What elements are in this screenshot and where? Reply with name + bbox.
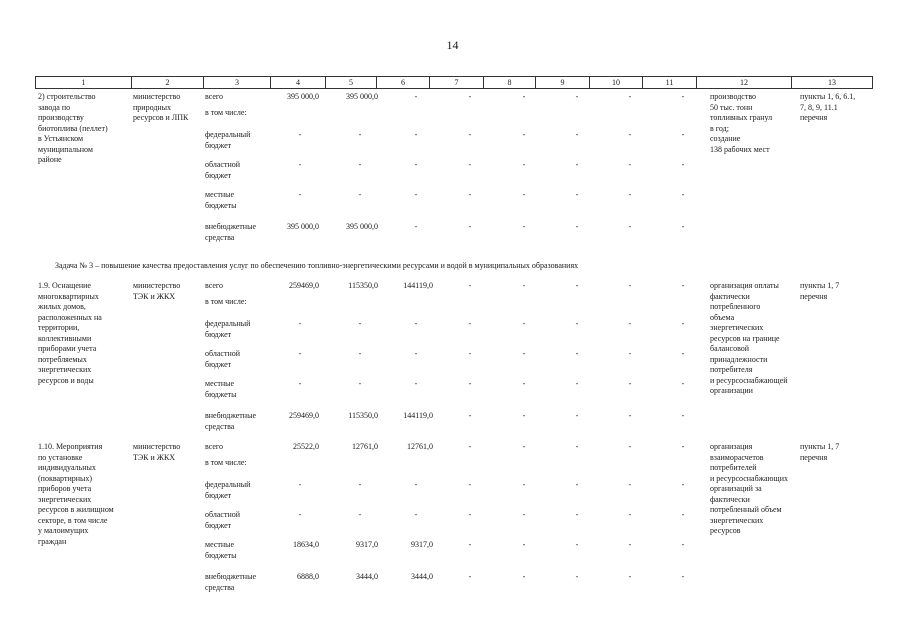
measure-name-line: многоквартирных [38,291,99,301]
amount-cell: - [522,92,526,101]
amount-cell: 144119,0 [403,411,433,420]
measure-name-line: 2) строительство [38,92,96,101]
amount-cell: 12761,0 [407,442,433,451]
result-line: потребителей [710,463,757,472]
funding-source-label: внебюджетные [205,222,256,231]
funding-source-label: бюджет [205,170,232,180]
amount-cell: - [414,130,418,139]
amount-cell: - [298,379,302,388]
amount-cell: - [575,222,579,231]
measure-name-line: биотоплива (пеллет) [38,123,108,133]
result-line: организации [710,386,753,395]
amount-cell: - [358,190,362,199]
column-header-7: 7 [429,76,483,89]
funding-source-label: бюджет [205,520,232,530]
amount-cell: - [522,349,526,358]
amount-cell: 395 000,0 [346,92,378,101]
reference-line: пункты 1, 7 [800,281,840,290]
measure-name-line: территории, [38,323,80,332]
amount-cell: - [522,379,526,388]
funding-source-label: федеральный [205,480,251,489]
funding-source-label: областной [205,160,241,169]
column-header-9: 9 [535,76,589,89]
executor-line: ТЭК и ЖКХ [133,291,176,301]
amount-cell: - [468,190,472,199]
measure-name-line: энергетических [38,365,92,374]
amount-cell: - [628,510,632,519]
measure-name-line: муниципальном [38,144,93,154]
reference-line: 7, 8, 9, 11.1 [800,102,838,112]
amount-cell: - [468,349,472,358]
result-line: создание [710,134,741,143]
amount-cell: 395 000,0 [287,222,319,231]
result-line: 50 тыс. тонн [710,102,753,112]
amount-cell: - [522,510,526,519]
amount-cell: 3444,0 [411,572,433,581]
amount-cell: - [681,349,685,358]
measure-name-line: ресурсов и воды [38,375,94,385]
result-line: ресурсов [710,526,741,535]
amount-cell: 144119,0 [403,281,433,290]
amount-cell: - [522,222,526,231]
amount-cell: 12761,0 [352,442,378,451]
measure-name-line: завода по [38,102,71,112]
amount-cell: - [522,130,526,139]
amount-cell: 9317,0 [411,540,433,549]
column-header-1: 1 [35,76,131,89]
amount-cell: - [414,160,418,169]
amount-cell: - [298,349,302,358]
amount-cell: - [575,190,579,199]
amount-cell: 18634,0 [293,540,319,549]
amount-cell: - [358,349,362,358]
result-line: фактически [710,494,750,504]
amount-cell: - [681,379,685,388]
result-line: балансовой [710,344,750,353]
funding-source-label: федеральный [205,319,251,328]
executor-line: министерство [133,442,181,451]
funding-source-label: в том числе: [205,108,247,117]
reference-line: пункты 1, 7 [800,442,840,451]
amount-cell: - [628,130,632,139]
reference-line: перечня [800,113,828,122]
result-line: 138 рабочих мест [710,144,770,154]
amount-cell: 115350,0 [348,281,378,290]
measure-name-line: производству [38,113,84,122]
amount-cell: - [628,540,632,549]
amount-cell: - [298,190,302,199]
amount-cell: - [414,222,418,231]
amount-cell: - [575,349,579,358]
amount-cell: - [575,92,579,101]
amount-cell: - [358,130,362,139]
amount-cell: - [414,480,418,489]
amount-cell: 6888,0 [297,572,319,581]
amount-cell: - [298,319,302,328]
executor-line: министерство [133,92,181,101]
amount-cell: - [468,222,472,231]
reference-line: перечня [800,452,828,462]
amount-cell: - [575,160,579,169]
amount-cell: - [522,480,526,489]
column-header-8: 8 [483,76,535,89]
amount-cell: - [628,480,632,489]
funding-source-label: всего [205,92,224,101]
result-line: и ресурсоснабжающих [710,473,788,483]
measure-name-line: (поквартирных) [38,473,93,483]
funding-source-label: федеральный [205,130,251,139]
amount-cell: - [575,319,579,328]
amount-cell: - [575,442,579,451]
measure-name-line: 1.10. Мероприятия [38,442,103,451]
funding-source-label: бюджеты [205,200,237,210]
funding-source-label: бюджеты [205,550,237,560]
amount-cell: - [468,480,472,489]
page-number: 14 [446,38,459,52]
result-line: объема [710,312,735,322]
measure-name-line: у малоимущих [38,526,89,535]
amount-cell: 259469,0 [289,411,319,420]
funding-source-label: внебюджетные [205,572,256,581]
amount-cell: - [681,411,685,420]
measure-name-line: приборами учета [38,344,97,353]
funding-source-label: бюджет [205,329,232,339]
amount-cell: - [298,510,302,519]
measure-name-line: секторе, в том числе [38,515,108,525]
amount-cell: - [298,160,302,169]
funding-source-label: всего [205,442,224,451]
column-header-10: 10 [589,76,642,89]
result-line: принадлежности [710,354,768,364]
amount-cell: - [298,480,302,489]
amount-cell: - [628,379,632,388]
amount-cell: - [522,540,526,549]
amount-cell: - [522,411,526,420]
measure-name-line: ресурсов в жилищном [38,505,114,514]
column-header-3: 3 [203,76,270,89]
funding-source-label: средства [205,232,235,242]
result-line: взаиморасчетов [710,452,764,462]
amount-cell: - [468,160,472,169]
measure-name-line: приборов учета [38,484,92,493]
amount-cell: - [414,379,418,388]
amount-cell: - [522,572,526,581]
amount-cell: - [681,130,685,139]
amount-cell: - [468,510,472,519]
amount-cell: - [681,510,685,519]
column-header-2: 2 [131,76,203,89]
task-title: Задача № 3 – повышение качества предоставления услуг по обеспечению топливно-энергетическими ресурсами и водой в муниципальных образованиях [55,261,579,270]
amount-cell: - [358,379,362,388]
amount-cell: - [468,281,472,290]
funding-source-label: бюджет [205,359,232,369]
funding-source-label: внебюджетные [205,411,256,420]
amount-cell: - [628,92,632,101]
amount-cell: - [522,190,526,199]
amount-cell: - [575,480,579,489]
measure-name-line: индивидуальных [38,463,96,472]
amount-cell: - [468,379,472,388]
funding-source-label: всего [205,281,224,290]
column-header-5: 5 [325,76,376,89]
amount-cell: - [628,572,632,581]
measure-name-line: граждан [38,536,67,546]
amount-cell: - [575,379,579,388]
measure-name-line: энергетических [38,494,92,504]
result-line: производство [710,92,757,101]
funding-source-label: средства [205,582,235,592]
amount-cell: - [681,160,685,169]
result-line: потребленный объем [710,505,782,514]
amount-cell: - [358,480,362,489]
amount-cell: - [414,92,418,101]
result-line: организация оплаты [710,281,779,290]
funding-source-label: местные [205,540,235,549]
amount-cell: - [468,442,472,451]
column-header-row [35,76,873,89]
column-header-11: 11 [642,76,696,89]
amount-cell: - [522,281,526,290]
amount-cell: - [681,92,685,101]
amount-cell: - [575,281,579,290]
column-header-12: 12 [696,76,791,89]
amount-cell: 395 000,0 [346,222,378,231]
amount-cell: - [681,281,685,290]
amount-cell: - [522,442,526,451]
reference-line: пункты 1, 6, 6.1, [800,92,856,101]
measure-name-line: в Устьянском [38,134,84,143]
measure-name-line: районе [38,155,62,164]
column-header-4: 4 [270,76,325,89]
measure-name-line: расположенных на [38,312,102,322]
amount-cell: - [681,190,685,199]
amount-cell: - [575,572,579,581]
amount-cell: - [575,540,579,549]
amount-cell: - [468,319,472,328]
amount-cell: 25522,0 [293,442,319,451]
amount-cell: - [468,411,472,420]
amount-cell: - [681,319,685,328]
amount-cell: - [414,319,418,328]
measure-name-line: жилых домов, [38,302,86,311]
amount-cell: - [628,349,632,358]
result-line: топливных гранул [710,113,773,122]
amount-cell: - [575,510,579,519]
amount-cell: - [358,319,362,328]
funding-source-label: средства [205,421,235,431]
funding-source-label: местные [205,190,235,199]
executor-line: министерство [133,281,181,290]
result-line: организаций за [710,484,762,493]
amount-cell: - [628,160,632,169]
amount-cell: - [414,190,418,199]
funding-source-label: в том числе: [205,297,247,306]
amount-cell: - [681,540,685,549]
amount-cell: - [681,480,685,489]
amount-cell: - [628,442,632,451]
column-header-13: 13 [791,76,873,89]
amount-cell: 9317,0 [356,540,378,549]
measure-name-line: по установке [38,452,83,462]
amount-cell: - [468,130,472,139]
amount-cell: - [681,572,685,581]
funding-source-label: областной [205,349,241,358]
result-line: энергетических [710,323,764,332]
amount-cell: - [628,319,632,328]
amount-cell: - [628,190,632,199]
amount-cell: - [414,510,418,519]
funding-source-label: местные [205,379,235,388]
amount-cell: 259469,0 [289,281,319,290]
amount-cell: - [414,349,418,358]
amount-cell: 395 000,0 [287,92,319,101]
amount-cell: - [522,319,526,328]
result-line: энергетических [710,515,764,525]
result-line: и ресурсоснабжающей [710,375,788,385]
amount-cell: - [468,572,472,581]
funding-source-label: областной [205,510,241,519]
result-line: в год; [710,123,729,133]
amount-cell: - [358,510,362,519]
amount-cell: - [681,222,685,231]
measure-name-line: потребляемых [38,354,87,364]
amount-cell: - [575,411,579,420]
amount-cell: - [575,130,579,139]
amount-cell: - [628,411,632,420]
result-line: потребителя [710,365,753,374]
amount-cell: - [628,281,632,290]
reference-line: перечня [800,291,828,301]
result-line: фактически [710,291,750,301]
column-header-6: 6 [376,76,429,89]
funding-source-label: бюджет [205,140,232,150]
amount-cell: 3444,0 [356,572,378,581]
amount-cell: - [358,160,362,169]
executor-line: ТЭК и ЖКХ [133,452,176,462]
result-line: ресурсов на границе [710,333,780,343]
measure-name-line: коллективными [38,333,92,343]
amount-cell: - [468,92,472,101]
executor-line: природных [133,102,172,112]
result-line: потребленного [710,302,761,311]
funding-source-label: в том числе: [205,458,247,467]
amount-cell: - [681,442,685,451]
amount-cell: - [522,160,526,169]
amount-cell: - [298,130,302,139]
executor-line: ресурсов и ЛПК [133,113,189,122]
amount-cell: 115350,0 [348,411,378,420]
measure-name-line: 1.9. Оснащение [38,281,91,290]
funding-source-label: бюджет [205,490,232,500]
amount-cell: - [468,540,472,549]
amount-cell: - [628,222,632,231]
result-line: организация [710,442,753,451]
funding-source-label: бюджеты [205,389,237,399]
